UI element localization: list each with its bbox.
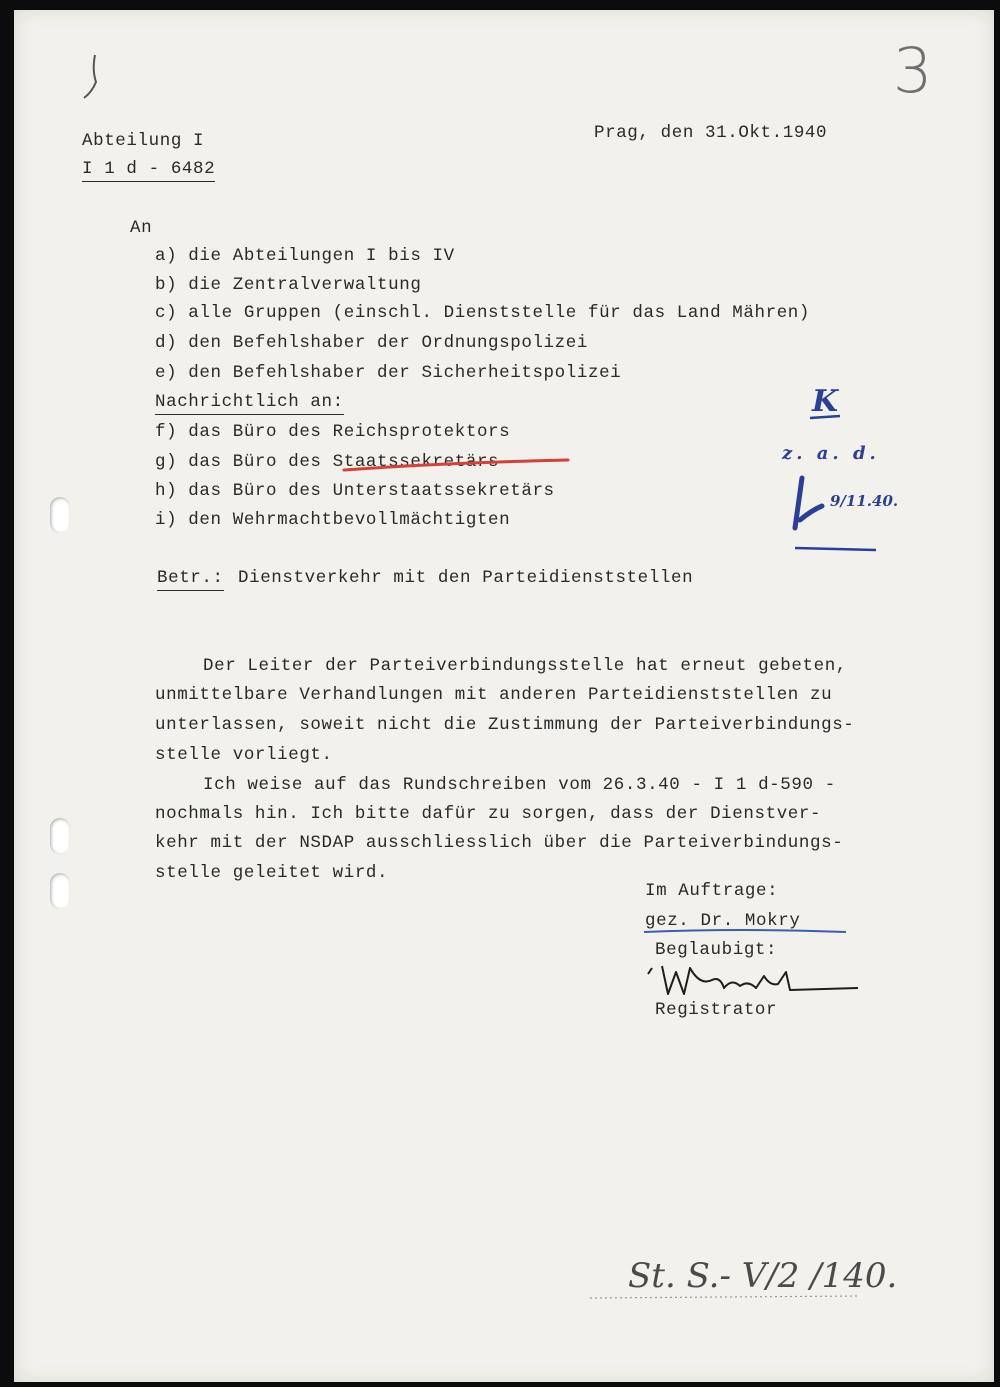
body-line: Ich weise auf das Rundschreiben vom 26.3.40 - I 1 d-590 -: [203, 775, 836, 795]
body-line: stelle vorliegt.: [155, 745, 333, 765]
body-line: stelle geleitet wird.: [155, 863, 389, 883]
department: Abteilung I: [82, 131, 205, 151]
page-number: 3: [893, 34, 933, 107]
recipient-item: a) die Abteilungen I bis IV: [155, 246, 455, 266]
recipient-item: c) alle Gruppen (einschl. Dienststelle für das Land Mähren): [155, 303, 811, 323]
handwritten-date: 9/11.40.: [830, 492, 899, 510]
cc-item: g) das Büro des Staatssekretärs: [155, 452, 500, 472]
body-line: Der Leiter der Parteiverbindungsstelle hat erneut gebeten,: [203, 656, 847, 676]
reference-number: I 1 d - 6482: [82, 158, 215, 182]
signature-name: gez. Dr. Mokry: [645, 911, 801, 931]
recipient-item: e) den Befehlshaber der Sicherheitspolizei: [155, 363, 622, 383]
recipients-intro: An: [130, 218, 153, 238]
body-line: kehr mit der NSDAP ausschliesslich über die Parteiverbindungs-: [155, 833, 844, 853]
punch-hole: [50, 497, 70, 533]
subject-text: Dienstverkehr mit den Parteidienststellen: [238, 568, 694, 588]
handwritten-initials: K: [812, 384, 839, 419]
punch-hole: [50, 873, 70, 909]
cc-item: f) das Büro des Reichsprotektors: [155, 422, 511, 442]
body-line: nochmals hin. Ich bitte dafür zu sorgen, dass der Dienstver-: [155, 804, 822, 824]
punch-hole: [50, 818, 70, 854]
cc-item: i) den Wehrmachtbevollmächtigten: [155, 510, 511, 530]
signature-on-behalf: Im Auftrage:: [645, 881, 779, 901]
signature-certified: Beglaubigt:: [655, 940, 778, 960]
cc-label: Nachrichtlich an:: [155, 391, 344, 415]
place-date: Prag, den 31.Okt.1940: [594, 123, 828, 143]
subject-label: Betr.:: [157, 567, 224, 591]
handwritten-note: z. a. d.: [782, 443, 880, 464]
body-line: unmittelbare Verhandlungen mit anderen Parteidienststellen zu: [155, 685, 833, 705]
recipient-item: d) den Befehlshaber der Ordnungspolizei: [155, 333, 588, 353]
handwritten-file-note: St. S.- V/2 /140.: [628, 1256, 898, 1296]
cc-item: h) das Büro des Unterstaatssekretärs: [155, 481, 555, 501]
recipient-item: b) die Zentralverwaltung: [155, 275, 422, 295]
body-line: unterlassen, soweit nicht die Zustimmung der Parteiverbindungs-: [155, 715, 855, 735]
signature-role: Registrator: [655, 1000, 778, 1020]
